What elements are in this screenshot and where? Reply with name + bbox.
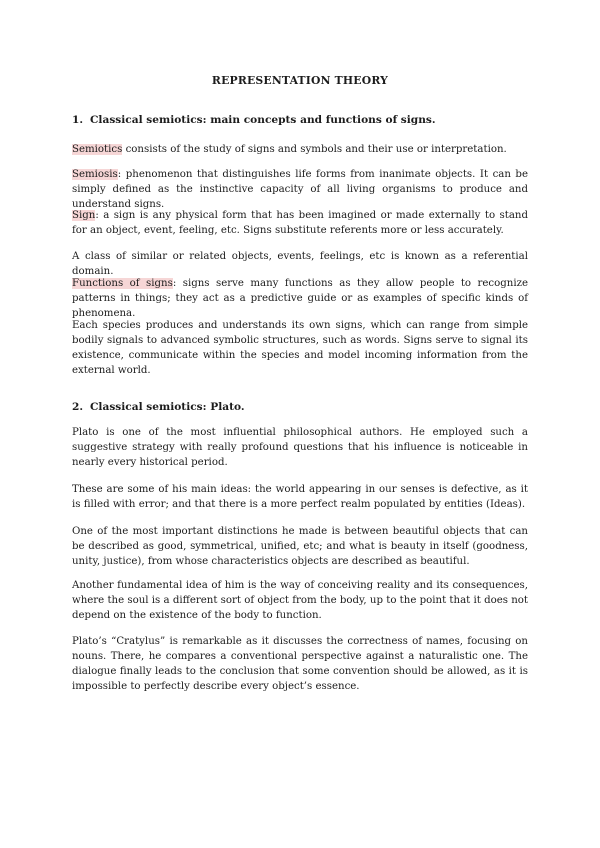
paragraph-semiosis: [72, 167, 528, 212]
paragraph-cratylus: [72, 634, 528, 694]
term-semiotics: Semiotics: [72, 144, 123, 155]
document-title: REPRESENTATION THEORY: [211, 74, 389, 87]
paragraph-plato-ideas: [72, 482, 528, 512]
term-functions-of-signs: Functions of signs: [72, 278, 173, 289]
paragraph-semiotics: [72, 142, 528, 157]
paragraph-text: : a sign is any physical form that has been imagined or made externally to stand for an object, event, feeling, etc. Signs substitute referents more or less accurately.: [72, 210, 528, 236]
term-semiosis: Semiosis: [72, 169, 118, 180]
paragraph-functions-of-signs: [72, 276, 528, 321]
paragraph-text: consists of the study of signs and symbols and their use or interpretation.: [122, 144, 507, 155]
section-2-heading: [72, 400, 532, 415]
section-1-heading: [72, 113, 532, 128]
paragraph-text: Each species produces and understands its own signs, which can range from simple bodily signals to advanced symbolic structures, such as words. Signs serve to signal its existence, communicate within the species and model incoming information from the external world.: [72, 320, 528, 376]
term-sign: Sign: [72, 210, 96, 221]
paragraph-plato-influence: [72, 425, 528, 470]
paragraph-referential-domain: [72, 249, 528, 279]
paragraph-text: A class of similar or related objects, events, feelings, etc is known as a referential domain.: [72, 251, 528, 277]
paragraph-text: Plato’s “Cratylus” is remarkable as it discusses the correctness of names, focusing on nouns. There, he compares a conventional perspective against a naturalistic one. The dialogue finally leads to the conclusion that some convention should be allowed, as it is impossible to perfectly describe every object’s essence.: [72, 636, 528, 692]
paragraph-text: One of the most important distinctions he made is between beautiful objects that can be described as good, symmetrical, unified, etc; and what is beauty in itself (goodness, unity, justice), from whose characteristics objects are described as beautiful.: [72, 526, 528, 567]
paragraph-sign: [72, 208, 528, 238]
paragraph-plato-distinctions: [72, 524, 528, 569]
paragraph-plato-soul: [72, 578, 528, 623]
paragraph-text: : signs serve many functions as they allow people to recognize patterns in things; they act as a predictive guide or as examples of specific kinds of phenomena.: [72, 278, 528, 319]
section-1-number: 1.: [72, 114, 84, 126]
section-2-heading-text: Classical semiotics: Plato.: [90, 401, 245, 413]
paragraph-text: Plato is one of the most influential philosophical authors. He employed such a suggestive strategy with really profound questions that his influence is noticeable in nearly every historical period.: [72, 427, 528, 468]
paragraph-text: Another fundamental idea of him is the way of conceiving reality and its consequences, where the soul is a different sort of object from the body, up to the point that it does not depend on the existence of the body to function.: [72, 580, 529, 621]
paragraph-text: : phenomenon that distinguishes life forms from inanimate objects. It can be simply defined as the instinctive capacity of all living organisms to produce and understand signs.: [72, 169, 528, 210]
paragraph-species-signs: [72, 318, 528, 378]
paragraph-text: These are some of his main ideas: the world appearing in our senses is defective, as it is filled with error; and that there is a more perfect realm populated by entities (Ideas).: [72, 484, 528, 510]
section-2-number: 2.: [72, 401, 84, 413]
section-1-heading-text: Classical semiotics: main concepts and functions of signs.: [90, 114, 436, 126]
